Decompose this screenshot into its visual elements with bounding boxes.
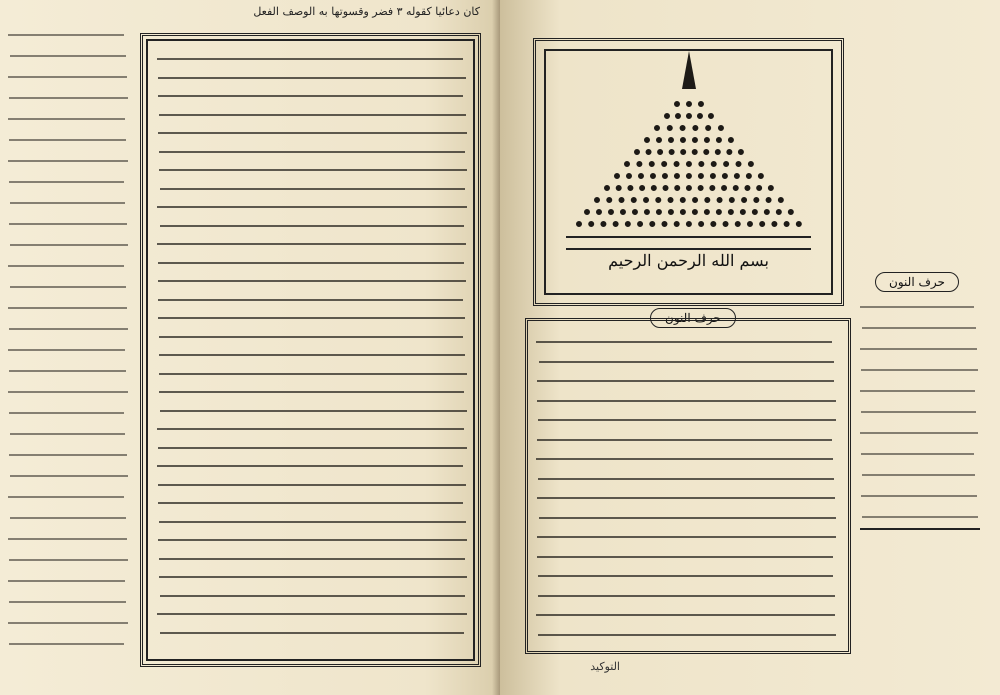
text-line [860,348,977,350]
text-line [160,632,464,634]
text-line [536,341,832,343]
text-line [157,58,463,60]
text-line [8,622,128,624]
ornament-row [634,149,744,155]
ornament-row [584,209,794,215]
text-line [9,454,127,456]
text-line [860,306,974,308]
text-line [8,160,128,162]
chapter-title: ﺣﺮﻑ ﺍﻟﻨﻮﻥ [650,308,736,328]
text-line [861,369,978,371]
left-margin-commentary [8,28,128,663]
text-line [8,349,125,351]
text-line [8,34,124,36]
text-line [862,327,976,329]
text-line [158,262,464,264]
text-line [8,76,127,78]
text-line [539,517,836,519]
text-line [158,132,467,134]
text-line [159,373,467,375]
text-line [8,538,127,540]
page-catchword: ﺍﻟﺘﻮﻛﻴﺪ [590,660,620,673]
right-margin-commentary [860,300,978,520]
text-line [862,516,978,518]
text-line [862,474,975,476]
text-line [538,575,833,577]
right-main-frame [525,318,851,654]
text-line [10,286,126,288]
text-line [158,95,463,97]
text-line [9,601,126,603]
ornament-row [594,197,784,203]
ornament-row [624,161,754,167]
text-line [538,595,835,597]
text-line [158,299,463,301]
ornament-band [566,236,811,250]
text-line [861,495,977,497]
right-page [500,0,1000,695]
text-line [157,206,467,208]
text-line [537,556,833,558]
text-line [10,202,125,204]
text-line [8,118,125,120]
text-line [157,428,464,430]
text-line [539,361,834,363]
text-line [537,497,835,499]
left-main-text [157,52,467,652]
text-line [8,265,124,267]
text-line [160,595,465,597]
text-line [159,521,466,523]
text-line [159,336,463,338]
text-line [159,558,465,560]
text-line [861,453,974,455]
text-line [158,280,466,282]
text-line [159,576,467,578]
text-line [537,536,836,538]
text-line [8,580,125,582]
text-line [157,613,467,615]
text-line [538,634,836,636]
text-line [158,484,466,486]
text-line [536,458,833,460]
text-line [159,114,466,116]
text-line [9,181,124,183]
right-main-text [536,335,836,645]
text-line [160,188,465,190]
text-line [10,55,126,57]
text-line [9,223,127,225]
text-line [159,391,464,393]
text-line [860,390,975,392]
text-line [158,539,467,541]
ornament-row [576,221,802,227]
text-line [860,432,978,434]
text-line [160,410,467,412]
text-line [159,151,465,153]
ornament-row [644,137,734,143]
text-line [10,517,126,519]
text-line [537,439,832,441]
text-line [160,225,464,227]
ornament-row [654,125,724,131]
text-line [9,559,128,561]
text-line [8,307,127,309]
text-line [9,97,128,99]
text-line [158,502,463,504]
ornament-row [664,113,714,119]
ornament-row [604,185,774,191]
margin-chapter-title: ﺣﺮﻑ ﺍﻟﻨﻮﻥ [875,272,959,292]
text-line [538,419,836,421]
ornamental-headpiece [533,38,844,306]
text-line [8,496,124,498]
text-line [9,370,126,372]
text-line [537,400,836,402]
left-main-frame [140,33,481,667]
text-line [10,244,128,246]
text-line [9,643,124,645]
left-page-header: ﻛﺎﻥ ﺩﻋﺎﺋﻴﺎ ﻛﻘﻮﻟﻪ ٣ ﻓﻀﺮ ﻭﻗﺴﻮﺗﻬﺎ ﺑﻪ ﺍﻟﻮﺻﻒ ﺍﻟﻔﻌﻞ [253,5,480,18]
text-line [9,412,124,414]
text-line [10,433,125,435]
text-line [158,317,465,319]
text-line [10,475,128,477]
text-line [9,139,126,141]
text-line [8,391,128,393]
text-line [861,411,976,413]
text-line [159,169,467,171]
text-line [158,447,467,449]
text-line [9,328,128,330]
basmala: ﺑﺴﻢ ﺍﻟﻠﻪ ﺍﻟﺮﺣﻤﻦ ﺍﻟﺮﺣﻴﻢ [608,251,769,270]
text-line [536,614,835,616]
text-line [159,354,465,356]
text-line [537,380,834,382]
text-line [157,465,463,467]
text-line [158,77,466,79]
text-line [538,478,834,480]
ornament-row [674,101,704,107]
ornament-row [614,173,764,179]
text-line [157,243,466,245]
right-margin-box [860,290,980,530]
